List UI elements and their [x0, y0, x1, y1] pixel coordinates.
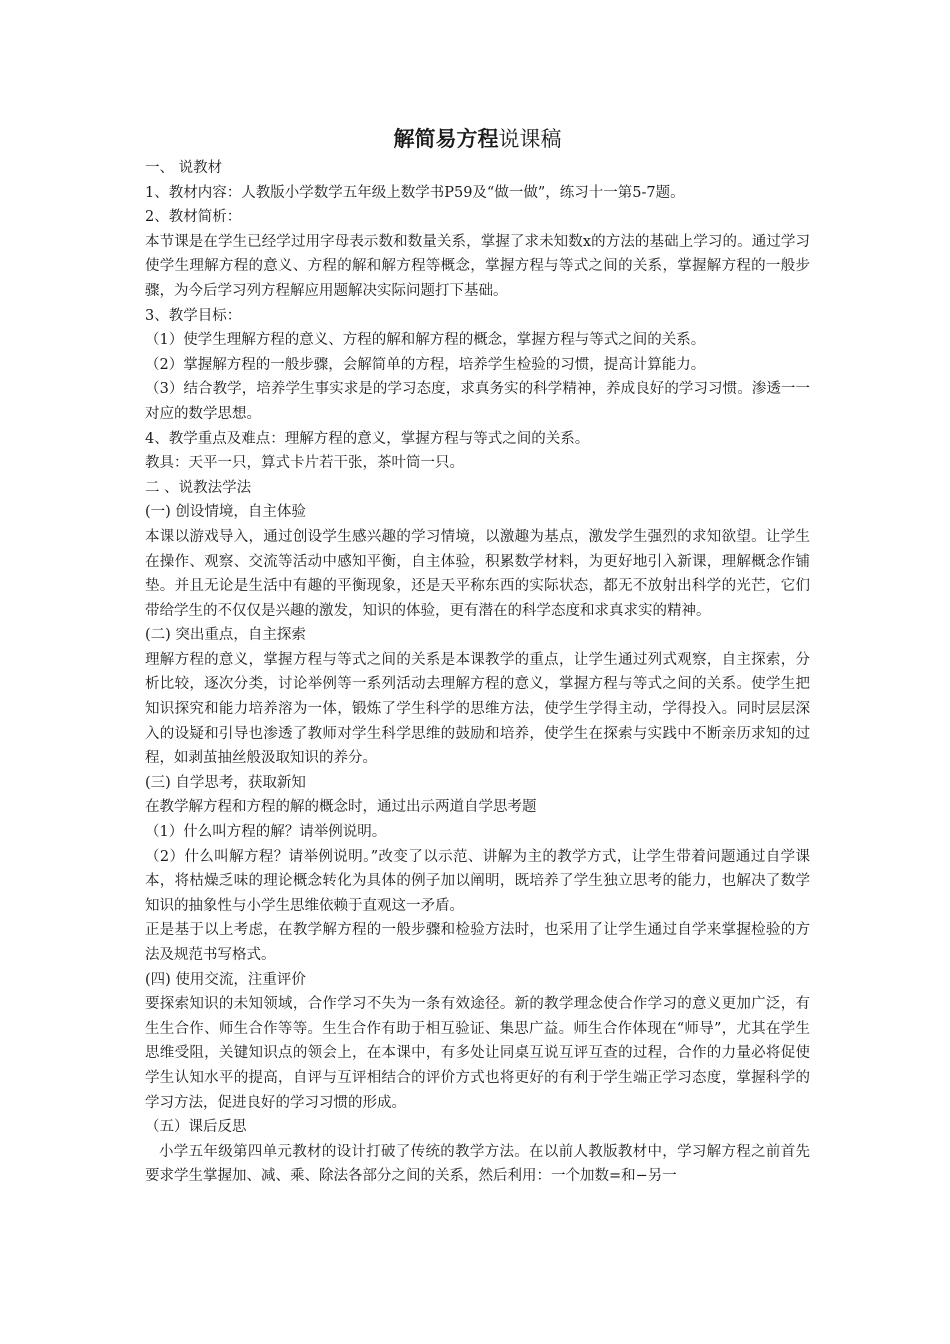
- paragraph: 教具：天平一只，算式卡片若干张，茶叶筒一只。: [145, 455, 464, 472]
- list-item: （3）结合教学，培养学生事实求是的学习态度，求真务实的科学精神，养成良好的学习习惯。渗透一一对应的数学思想。: [145, 381, 810, 422]
- paragraph: 本节课是在学生已经学过用字母表示数和数量关系，掌握了求未知数x的方法的基础上学习的。通过学习使学生理解方程的意义、方程的解和解方程等概念，掌握方程与等式之间的关系，掌握解方程的一般步骤，为今后学习列方程解应用题解决实际问题打下基础。: [145, 233, 810, 299]
- subsection-heading: （五）课后反思: [145, 1119, 247, 1136]
- paragraph: 3、教学目标：: [145, 307, 242, 324]
- subsection-heading: (三) 自学思考，获取新知: [145, 774, 306, 791]
- paragraph: 正是基于以上考虑，在教学解方程的一般步骤和检验方法时，也采用了让学生通过自学来掌握检验的方法及规范书写格式。: [145, 922, 810, 963]
- paragraph: 在教学解方程和方程的解的概念时，通过出示两道自学思考题: [145, 799, 537, 816]
- paragraph: 要探索知识的未知领域，合作学习不失为一条有效途径。新的教学理念使合作学习的意义更加广泛，有生生合作、师生合作等等。生生合作有助于相互验证、集思广益。师生合作体现在“师导”，尤其在学生思维受阻，关键知识点的领会上，在本课中，有多处让同桌互说互评互查的过程，合作的力量必将促使学生认知水平的提高，自评与互评相结合的评价方式也将更好的有利于学生端正学习态度，掌握科学的学习方法，促进良好的学习习惯的形成。: [145, 996, 810, 1111]
- paragraph: 本课以游戏导入，通过创设学生感兴趣的学习情境，以激趣为基点，激发学生强烈的求知欲望。让学生在操作、观察、交流等活动中感知平衡，自主体验，积累数学材料，为更好地引入新课，理解概念作铺垫。并且无论是生活中有趣的平衡现象，还是天平称东西的实际状态，都无不放射出科学的光芒，它们带给学生的不仅仅是兴趣的激发，知识的体验，更有潜在的科学态度和求真求实的精神。: [145, 528, 810, 619]
- list-item: （2）什么叫解方程？请举例说明。”改变了以示范、讲解为主的教学方式，让学生带着问题通过自学课本，将枯燥乏味的理论概念转化为具体的例子加以阐明，既培养了学生独立思考的能力，也解决了数学知识的抽象性与小学生思维依赖于直观这一矛盾。: [145, 848, 810, 914]
- subsection-heading: (四) 使用交流，注重评价: [145, 971, 306, 988]
- section-heading-2: 二 、说教法学法: [145, 479, 252, 496]
- paragraph: 1、教材内容：人教版小学数学五年级上数学书P59及“做一做”，练习十一第5-7题。: [145, 184, 685, 201]
- title-normal: 说课稿: [498, 127, 562, 151]
- paragraph: 理解方程的意义，掌握方程与等式之间的关系是本课教学的重点，让学生通过列式观察，自主探索，分析比较，逐次分类，讨论举例等一系列活动去理解方程的意义，掌握方程与等式之间的关系。使学生把知识探究和能力培养溶为一体，锻炼了学生科学的思维方法，使学生学得主动，学得投入。同时层层深入的设疑和引导也渗透了教师对学生科学思维的鼓励和培养，使学生在探索与实践中不断亲历求知的过程，如剥茧抽丝般汲取知识的养分。: [145, 651, 810, 767]
- document-body: [145, 122, 810, 1189]
- paragraph: 小学五年级第四单元教材的设计打破了传统的教学方法。在以前人教版教材中，学习解方程之前首先要求学生掌握加、减、乘、除法各部分之间的关系，然后利用：一个加数=和−另一: [145, 1143, 810, 1185]
- list-item: （2）掌握解方程的一般步骤，会解简单的方程，培养学生检验的习惯，提高计算能力。: [145, 356, 706, 373]
- subsection-heading: (二) 突出重点，自主探索: [145, 627, 306, 644]
- list-item: （1）什么叫方程的解？请举例说明。: [145, 824, 387, 841]
- section-heading-1: 一、 说教材: [145, 160, 223, 176]
- paragraph: 4、教学重点及难点：理解方程的意义，掌握方程与等式之间的关系。: [145, 430, 590, 447]
- paragraph: 2、教材简析：: [145, 209, 242, 226]
- title-bold: 解简易方程: [393, 126, 499, 151]
- page-title: [145, 122, 810, 156]
- list-item: （1）使学生理解方程的意义、方程的解和解方程的概念，掌握方程与等式之间的关系。: [145, 332, 706, 349]
- subsection-heading: (一) 创设情境，自主体验: [145, 504, 306, 521]
